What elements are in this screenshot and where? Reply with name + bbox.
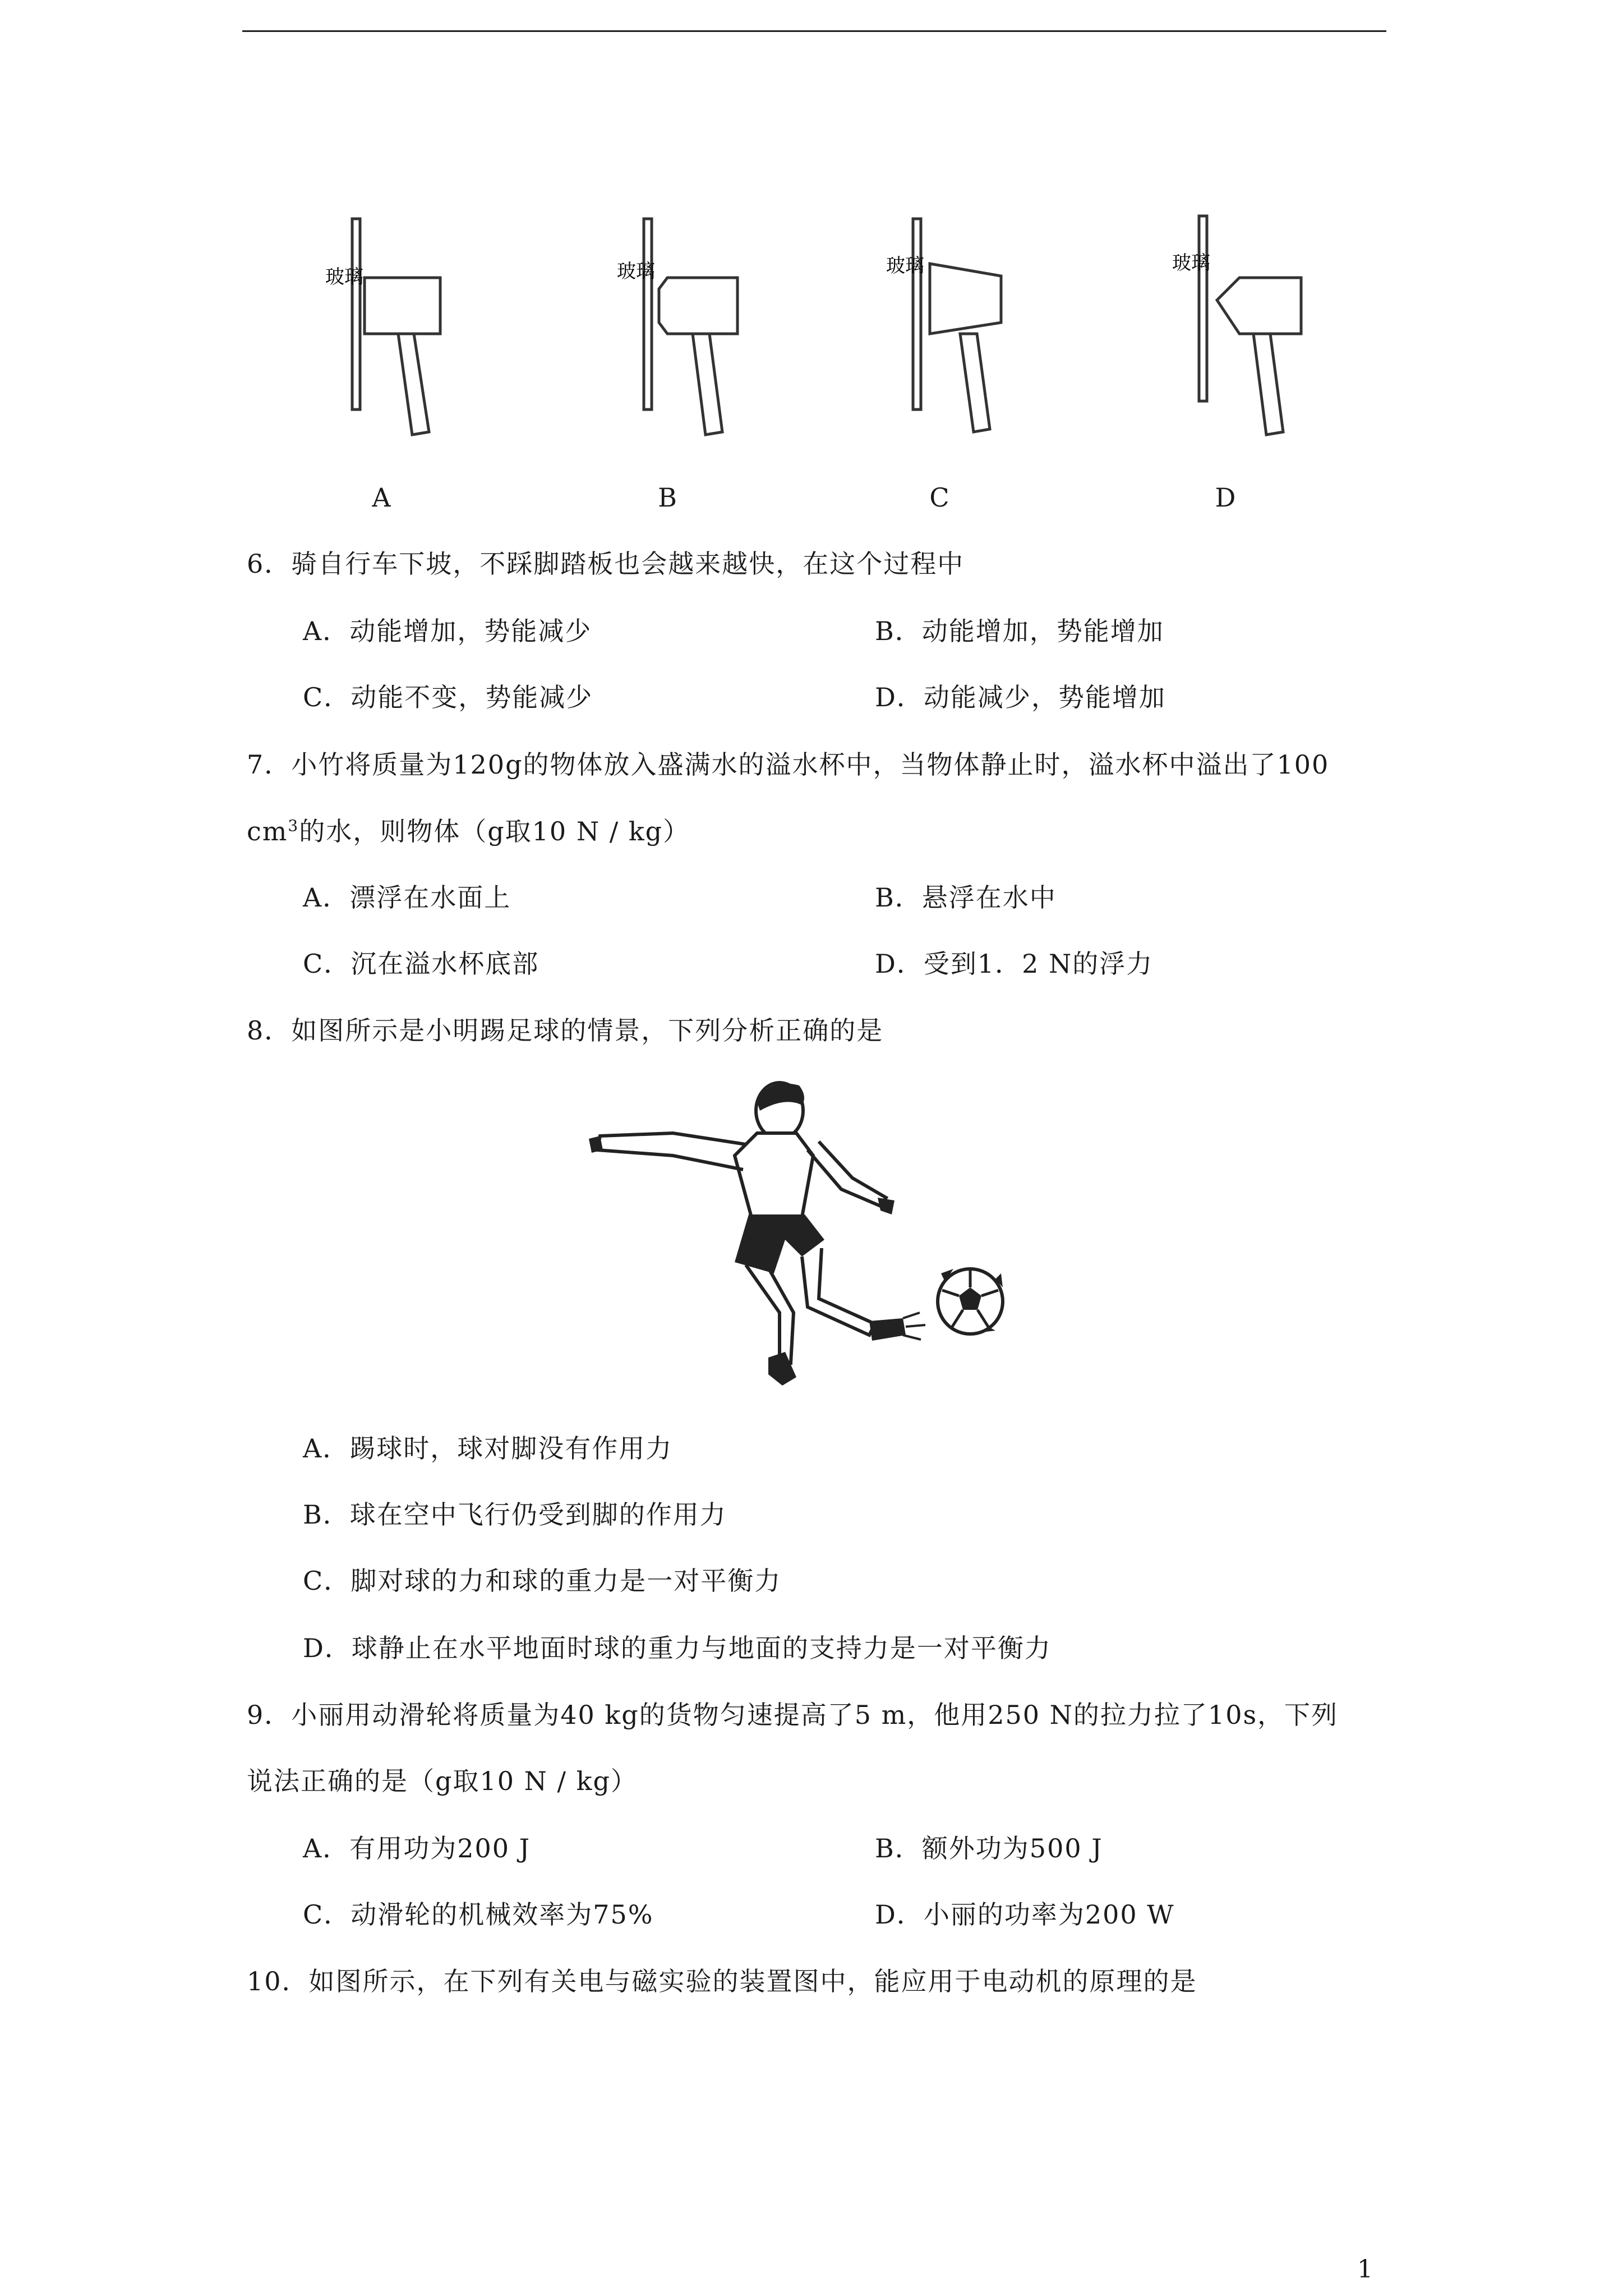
- q7-unit-exponent: 3: [288, 816, 299, 835]
- q7-stem-line1: 7．小竹将质量为120g的物体放入盛满水的溢水杯中，当物体静止时，溢水杯中溢出了100: [247, 749, 1330, 780]
- q8-option-d: D．球静止在水平地面时球的重力与地面的支持力是一对平衡力: [303, 1633, 1052, 1663]
- q7-option-c: C．沉在溢水杯底部: [303, 949, 540, 979]
- glass-label: 玻璃: [617, 260, 655, 283]
- hammer-figure-c: [875, 208, 1110, 466]
- q6-option-a: A．动能增加，势能减少: [303, 616, 592, 646]
- q9-option-b: B．额外功为500 J: [875, 1833, 1103, 1864]
- figure-letter-c: C: [929, 482, 949, 513]
- header-rule: [242, 30, 1386, 32]
- q7-stem-line2: [247, 815, 690, 848]
- q7-option-b: B．悬浮在水中: [875, 882, 1057, 913]
- q9-stem-line1: 9．小丽用动滑轮将质量为40 kg的货物匀速提高了5 m，他用250 N的拉力拉了10s，下列: [247, 1700, 1339, 1730]
- hammer-figure-a: [314, 208, 550, 466]
- q7-unit: cm: [247, 816, 288, 846]
- q9-option-a: A．有用功为200 J: [303, 1833, 531, 1864]
- hammer-figure-d: [1161, 208, 1396, 466]
- q9-stem-line2: 说法正确的是（g取10 N / kg）: [247, 1766, 638, 1796]
- q6-option-c: C．动能不变，势能减少: [303, 682, 593, 712]
- q7-option-a: A．漂浮在水面上: [303, 882, 511, 913]
- page-number: 1: [1357, 2255, 1373, 2284]
- football-player-illustration: [589, 1071, 1038, 1408]
- q8-option-b: B．球在空中飞行仍受到脚的作用力: [303, 1499, 727, 1530]
- q9-option-d: D．小丽的功率为200 W: [875, 1899, 1175, 1930]
- q8-option-a: A．踢球时，球对脚没有作用力: [303, 1433, 673, 1464]
- glass-label: 玻璃: [1172, 252, 1210, 274]
- figure-letter-a: A: [372, 482, 391, 513]
- figure-letter-d: D: [1215, 482, 1236, 513]
- hammer-figure-b: [606, 208, 841, 466]
- q7-stem-rest: 的水，则物体（g取10 N / kg）: [299, 816, 690, 846]
- q6-option-b: B．动能增加，势能增加: [875, 616, 1164, 646]
- q9-option-c: C．动滑轮的机械效率为75%: [303, 1899, 654, 1930]
- q8-option-c: C．脚对球的力和球的重力是一对平衡力: [303, 1566, 782, 1596]
- figure-letter-b: B: [658, 482, 677, 513]
- hammer-figures: [0, 208, 1623, 466]
- glass-label: 玻璃: [325, 266, 363, 288]
- q6-stem: 6．骑自行车下坡，不踩脚踏板也会越来越快，在这个过程中: [247, 549, 965, 579]
- q8-stem: 8．如图所示是小明踢足球的情景，下列分析正确的是: [247, 1015, 884, 1046]
- q7-option-d: D．受到1．2 N的浮力: [875, 949, 1154, 979]
- q10-stem: 10．如图所示，在下列有关电与磁实验的装置图中，能应用于电动机的原理的是: [247, 1966, 1197, 1996]
- q6-option-d: D．动能减少，势能增加: [875, 682, 1166, 712]
- glass-label: 玻璃: [886, 255, 924, 277]
